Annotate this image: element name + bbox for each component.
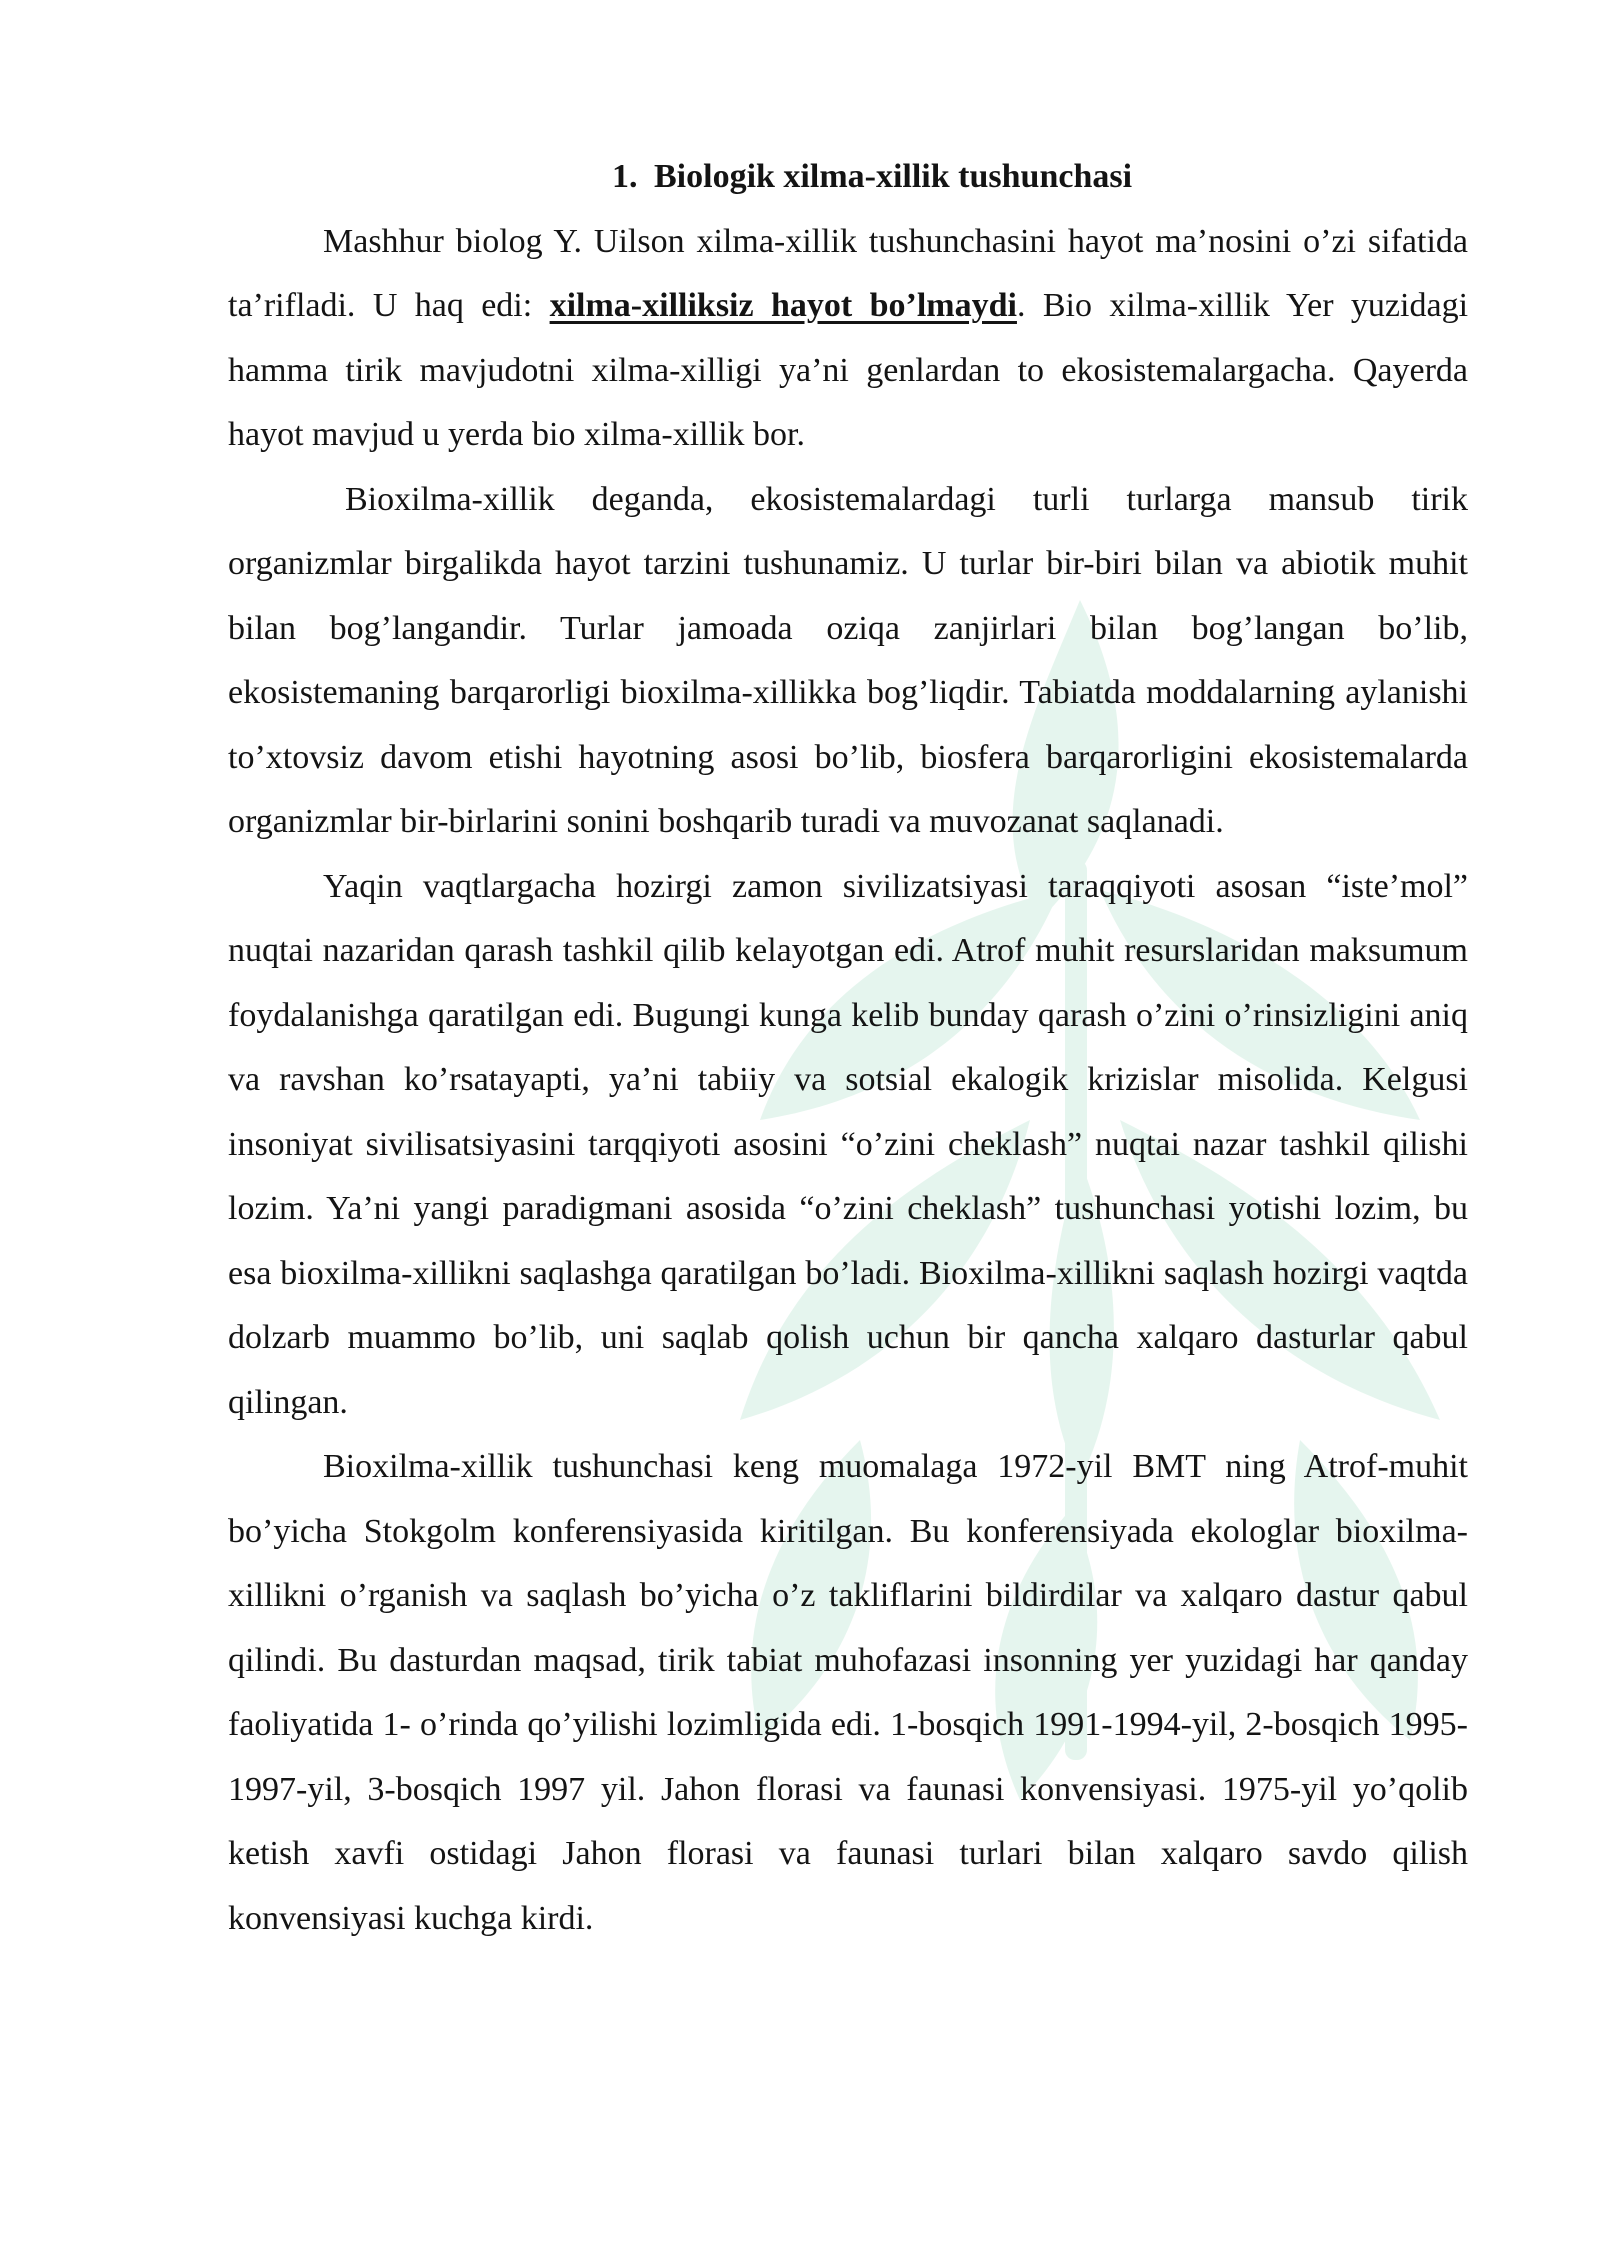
paragraph-2: Bioxilma-xillik deganda, ekosistemalardagi turli turlarga mansub tirik organizmlar birgalikda hayot tarzini tushunamiz. U turlar bir-biri bilan va abiotik muhit bilan bog’langandir. Turlar jamoada oziqa zanjirlari bilan bog’langan bo’lib, ekosistemaning barqarorligi bioxilma-xillikka bog’liqdir. Tabiatda moddalarning aylanishi to’xtovsiz davom etishi hayotning asosi bo’lib, biosfera barqarorligini ekosistemalarda organizmlar bir-birlarini sonini boshqarib turadi va muvozanat saqlanadi. [228, 480, 1468, 840]
paragraph-1-text-end: . Bio xilma-xillik Yer yuzidagi hamma tirik mavjudotni xilma-xilligi ya’ni genlardan to ekosistemalargacha. Qayerda hayot mavjud u yerda bio xilma-xillik bor. [228, 287, 1469, 453]
section-number: 1. [612, 158, 638, 195]
paragraph-4: Bioxilma-xillik tushunchasi keng muomalaga 1972-yil BMT ning Atrof-muhit bo’yicha Stokgolm konferensiyasida kiritilgan. Bu konferensiyada ekologlar bioxilma-xillikni o’rganish va saqlash bo’yicha o’z takliflarini bildirdilar va xalqaro dastur qabul qilindi. Bu dasturdan maqsad, tirik tabiat muhofazasi insonning yer yuzidagi har qanday faoliyatida 1- o’rinda qo’yilishi lozimligida edi. 1-bosqich 1991-1994-yil, 2-bosqich 1995- 1997-yil, 3-bosqich 1997 yil. Jahon florasi va faunasi konvensiyasi. 1975-yil yo’qolib ketish xavfi ostidagi Jahon florasi va faunasi turlari bilan xalqaro savdo qilish konvensiyasi kuchga kirdi. [228, 1448, 1468, 1937]
section-title: Biologik xilma-xillik tushunchasi [654, 158, 1133, 195]
emphasized-quote: xilma-xilliksiz hayot bo’lmaydi [549, 287, 1017, 324]
section-heading [228, 145, 1468, 210]
paragraph-1-text-start: Mashhur biolog Y. Uilson xilma-xillik tushunchasini hayot ma’nosini o’zi sifatida ta’rifladi. U haq edi: [228, 222, 1468, 324]
paragraph-1 [228, 210, 1468, 468]
document-body [228, 145, 1468, 1951]
paragraph-3: Yaqin vaqtlargacha hozirgi zamon sivilizatsiyasi taraqqiyoti asosan “iste’mol” nuqtai nazaridan qarash tashkil qilib kelayotgan edi. Atrof muhit resurslaridan maksumum foydalanishga qaratilgan edi. Bugungi kunga kelib bunday qarash o’zini o’rinsizligini aniq va ravshan ko’rsatayapti, ya’ni tabiiy va sotsial ekalogik krizislar misolida. Kelgusi insoniyat sivilisatsiyasini tarqqiyoti asosini “o’zini cheklash” nuqtai nazar tashkil qilishi lozim. Ya’ni yangi paradigmani asosida “o’zini cheklash” tushunchasi yotishi lozim, bu esa bioxilma-xillikni saqlashga qaratilgan bo’ladi. Bioxilma-xillikni saqlash hozirgi vaqtda dolzarb muammo bo’lib, uni saqlab qolish uchun bir qancha xalqaro dasturlar qabul qilingan. [228, 867, 1468, 1421]
